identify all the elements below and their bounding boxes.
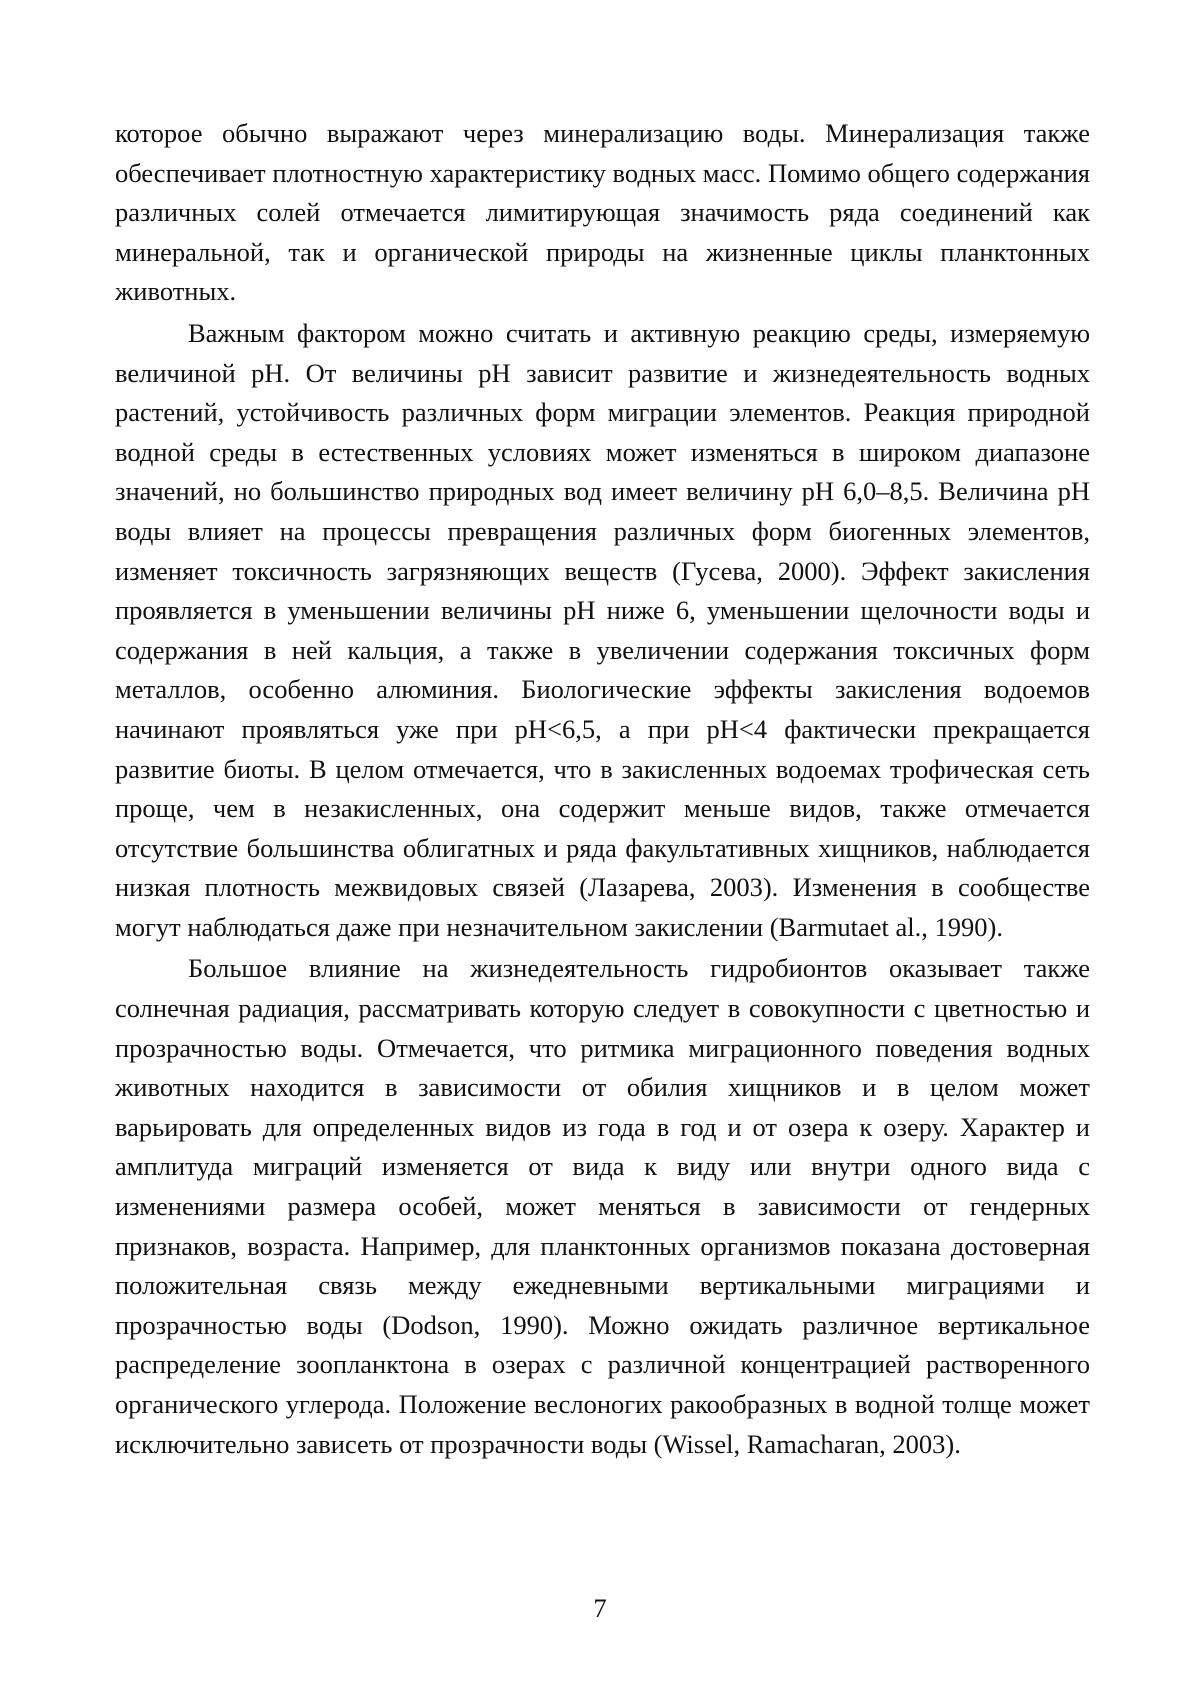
paragraph-2: Важным фактором можно считать и активную реакцию среды, измеряемую величиной pH. От величины pH зависит развитие и жизнедеятельность водных растений, устойчивость различных форм миграции элементов. Реакция природной водной среды в естественных условиях может изменяться в широком диапазоне значений, но большинство природных вод имеет величину pH 6,0–8,5. Величина pH воды влияет на процессы превращения различных форм биогенных элементов, изменяет токсичность загрязняющих веществ (Гусева, 2000). Эффект закисления проявляется в уменьшении величины pH ниже 6, уменьшении щелочности воды и содержания в ней кальция, а также в увеличении содержания токсичных форм металлов, особенно алюминия. Биологические эффекты закисления водоемов начинают проявляться уже при pH<6,5, а при pH<4 фактически прекращается развитие биоты. В целом отмечается, что в закисленных водоемах трофическая сеть проще, чем в незакисленных, она содержит меньше видов, также отмечается отсутствие большинства облигатных и ряда факультативных хищников, наблюдается низкая плотность межвидовых связей (Лазарева, 2003). Изменения в сообществе могут наблюдаться даже при незначительном закислении (Barmutaet al., 1990). bbox=[115, 317, 1090, 942]
paragraph-3: Большое влияние на жизнедеятельность гидробионтов оказывает также солнечная радиация, рассматривать которую следует в совокупности с цветностью и прозрачностью воды. Отмечается, что ритмика миграционного поведения водных животных находится в зависимости от обилия хищников и в целом может варьировать для определенных видов из года в год и от озера к озеру. Характер и амплитуда миграций изменяется от вида к виду или внутри одного вида с изменениями размера особей, может меняться в зависимости от гендерных признаков, возраста. Например, для планктонных организмов показана достоверная положительная связь между ежедневными вертикальными миграциями и прозрачностью воды (Dodson, 1990). Можно ожидать различное вертикальное распределение зоопланктона в озерах с различной концентрацией растворенного органического углерода. Положение веслоногих ракообразных в водной толще может исключительно зависеть от прозрачности воды (Wissel, Ramacharan, 2003). bbox=[115, 953, 1090, 1459]
text-body bbox=[115, 114, 1090, 1464]
paragraph-1: которое обычно выражают через минерализацию воды. Минерализация также обеспечивает плотностную характеристику водных масс. Помимо общего содержания различных солей отмечается лимитирующая значимость ряда соединений как минеральной, так и органической природы на жизненные циклы планктонных животных. bbox=[115, 118, 1090, 307]
page-number: 7 bbox=[593, 1593, 607, 1623]
